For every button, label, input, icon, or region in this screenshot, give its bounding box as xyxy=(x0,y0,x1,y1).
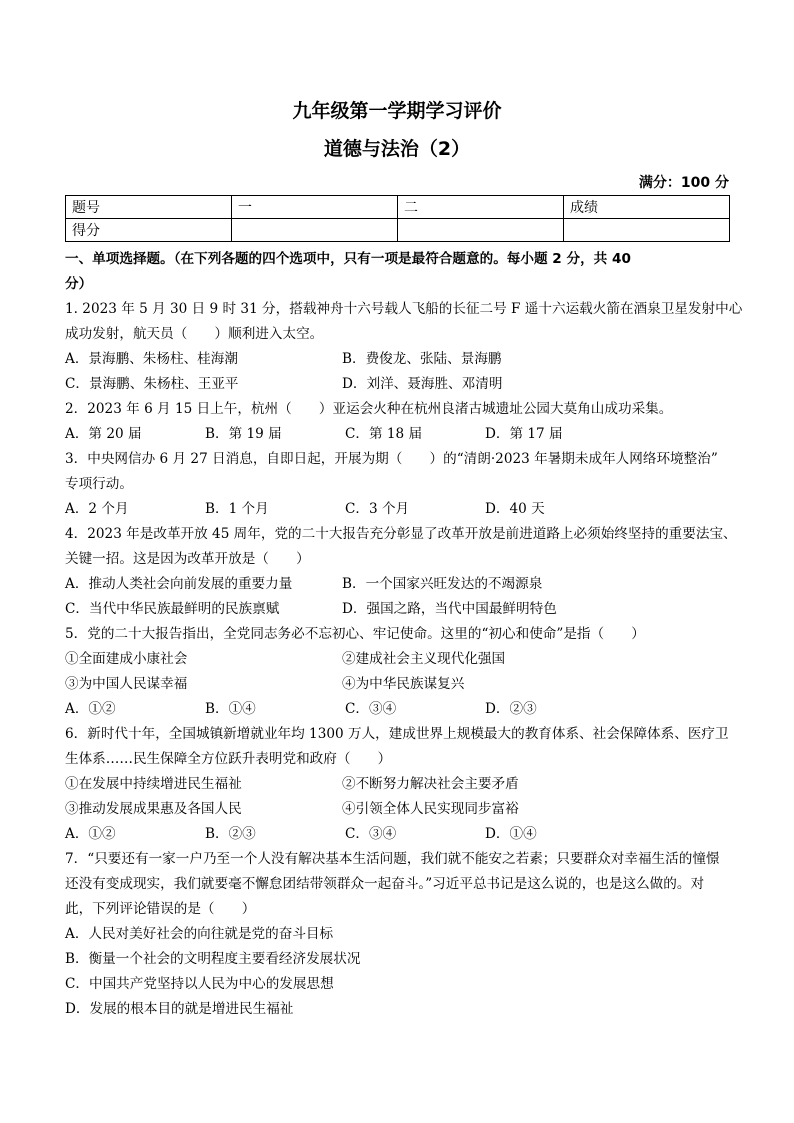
section-heading: 一、单项选择题。（在下列各题的四个选项中，只有一项是最符合题意的。每小题 2 分，共 40 xyxy=(65,251,631,267)
option-b[interactable]: B．衡量一个社会的文明程度主要看经济发展状况 xyxy=(65,951,361,967)
option-row xyxy=(65,572,737,597)
exam-title: 九年级第一学期学习评价 xyxy=(292,100,502,122)
statement-item: ②不断努力解决社会主要矛盾 xyxy=(342,776,519,792)
option-d[interactable]: D．40 天 xyxy=(485,501,545,517)
question-4 xyxy=(65,522,737,622)
question-5 xyxy=(65,622,737,722)
option-b[interactable]: B．第 19 届 xyxy=(205,426,282,442)
option-a[interactable]: A．①② xyxy=(65,826,116,842)
score-input-cell[interactable] xyxy=(232,219,398,242)
score-input-cell[interactable] xyxy=(398,219,564,242)
exam-content xyxy=(65,247,743,1022)
option-c[interactable]: C．③④ xyxy=(345,826,397,842)
score-input-cell[interactable] xyxy=(564,219,730,242)
question-stem: 关键一招。这是因为改革开放是（ ） xyxy=(65,551,310,567)
option-d[interactable]: D．②③ xyxy=(485,701,537,717)
question-stem: 3．中央网信办 6 月 27 日消息，自即日起，开展为期（ ）的“清朗·2023 年暑期未成年人网络环境整治” xyxy=(65,451,718,467)
total-score: 满分：100 分 xyxy=(638,175,729,191)
option-c[interactable]: C．③④ xyxy=(345,701,397,717)
option-row xyxy=(65,347,737,372)
question-stem: 6．新时代十年，全国城镇新增就业年均 1300 万人，建成世界上规模最大的教育体系、社会保障体系、医疗卫 xyxy=(65,726,729,742)
question-stem: 7．“只要还有一家一户乃至一个人没有解决基本生活问题，我们就不能安之若素；只要群众对幸福生活的憧憬 xyxy=(65,851,720,867)
option-a[interactable]: A．2 个月 xyxy=(65,501,129,517)
option-d[interactable]: D．刘洋、聂海胜、邓清明 xyxy=(342,376,503,392)
option-b[interactable]: B．1 个月 xyxy=(205,501,269,517)
question-stem: 1. 2023 年 5 月 30 日 9 时 31 分，搭载神舟十六号载人飞船的长征二号 F 遥十六运载火箭在酒泉卫星发射中心 xyxy=(65,301,743,317)
question-3 xyxy=(65,447,737,522)
question-2 xyxy=(65,397,737,447)
score-table-header-row xyxy=(66,196,730,219)
option-row xyxy=(65,422,737,447)
score-cell: 得分 xyxy=(66,219,232,242)
option-a[interactable]: A．推动人类社会向前发展的重要力量 xyxy=(65,576,293,592)
question-stem: 还没有变成现实，我们就要毫不懈怠团结带领群众一起奋斗。”习近平总书记是这么说的，也是这么做的。对 xyxy=(65,876,705,892)
question-stem: 4．2023 年是改革开放 45 周年，党的二十大报告充分彰显了改革开放是前进道路上必须始终坚持的重要法宝、 xyxy=(65,526,737,542)
option-c[interactable]: C．景海鹏、朱杨柱、王亚平 xyxy=(65,376,239,392)
option-a[interactable]: A．景海鹏、朱杨柱、桂海潮 xyxy=(65,351,238,367)
option-d[interactable]: D．强国之路，当代中国最鲜明特色 xyxy=(342,601,557,617)
option-row xyxy=(65,372,737,397)
option-a[interactable]: A．人民对美好社会的向往就是党的奋斗目标 xyxy=(65,926,334,942)
question-1 xyxy=(65,297,743,397)
score-cell: 一 xyxy=(232,196,398,219)
option-d[interactable]: D．①④ xyxy=(485,826,537,842)
question-stem: 2．2023 年 6 月 15 日上午，杭州（ ）亚运会火种在杭州良渚古城遗址公园大莫角山成功采集。 xyxy=(65,401,673,417)
option-d[interactable]: D．发展的根本目的就是增进民生福祉 xyxy=(65,1001,294,1017)
question-7 xyxy=(65,847,737,1022)
statement-item: ①在发展中持续增进民生福祉 xyxy=(65,776,242,792)
exam-subtitle: 道德与法治（2） xyxy=(323,138,471,160)
question-stem: 专项行动。 xyxy=(65,476,133,492)
question-stem: 此，下列评论错误的是（ ） xyxy=(65,901,256,917)
statement-item: ③为中国人民谋幸福 xyxy=(65,676,188,692)
option-b[interactable]: B．费俊龙、张陆、景海鹏 xyxy=(342,351,502,367)
option-row xyxy=(65,597,737,622)
option-row xyxy=(65,497,737,522)
option-row xyxy=(65,822,737,847)
score-table-score-row xyxy=(66,219,730,242)
statement-item: ③推动发展成果惠及各国人民 xyxy=(65,801,242,817)
statement-row xyxy=(65,772,737,797)
option-a[interactable]: A．①② xyxy=(65,701,116,717)
score-cell: 题号 xyxy=(66,196,232,219)
option-d[interactable]: D．第 17 届 xyxy=(485,426,563,442)
score-table xyxy=(65,195,730,242)
option-c[interactable]: C．中国共产党坚持以人民为中心的发展思想 xyxy=(65,976,334,992)
option-b[interactable]: B．一个国家兴旺发达的不竭源泉 xyxy=(342,576,543,592)
option-row xyxy=(65,697,737,722)
option-b[interactable]: B．①④ xyxy=(205,701,256,717)
statement-row xyxy=(65,672,737,697)
section-heading: 分） xyxy=(65,276,93,292)
statement-item: ④为中华民族谋复兴 xyxy=(342,676,465,692)
question-stem: 成功发射，航天员（ ）顺利进入太空。 xyxy=(65,326,324,342)
option-a[interactable]: A．第 20 届 xyxy=(65,426,142,442)
option-c[interactable]: C．3 个月 xyxy=(345,501,410,517)
statement-row xyxy=(65,797,737,822)
statement-item: ②建成社会主义现代化强国 xyxy=(342,651,506,667)
statement-item: ④引领全体人民实现同步富裕 xyxy=(342,801,519,817)
option-c[interactable]: C．第 18 届 xyxy=(345,426,423,442)
statement-item: ①全面建成小康社会 xyxy=(65,651,188,667)
score-cell: 二 xyxy=(398,196,564,219)
statement-row xyxy=(65,647,737,672)
score-cell: 成绩 xyxy=(564,196,730,219)
option-b[interactable]: B．②③ xyxy=(205,826,256,842)
option-c[interactable]: C．当代中华民族最鲜明的民族禀赋 xyxy=(65,601,280,617)
question-6 xyxy=(65,722,737,847)
question-stem: 生体系……民生保障全方位跃升表明党和政府（ ） xyxy=(65,751,392,767)
question-stem: 5．党的二十大报告指出，全党同志务必不忘初心、牢记使命。这里的“初心和使命”是指（ ） xyxy=(65,626,645,642)
